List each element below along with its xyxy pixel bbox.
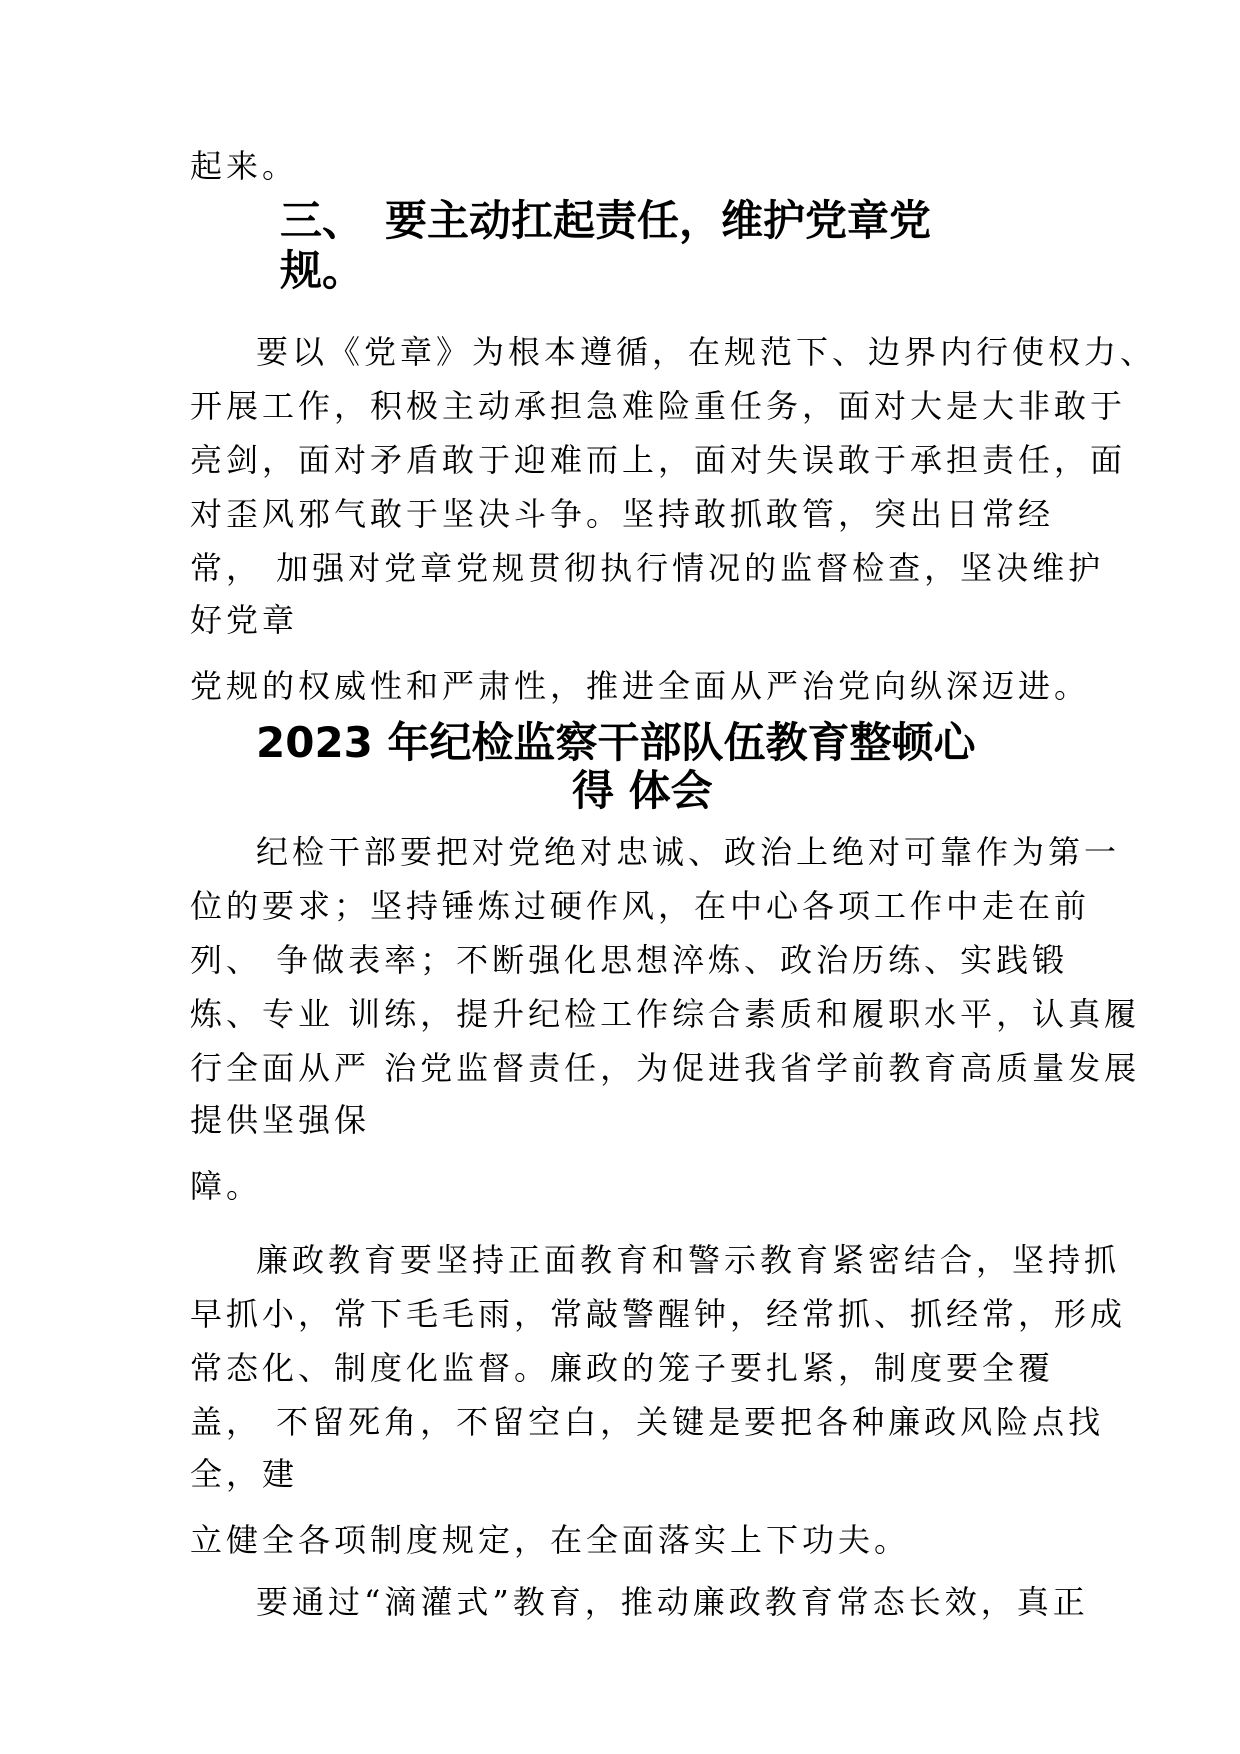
paragraph-line: 开展工作，积极主动承担急难险重任务，面对大是大非敢于 bbox=[190, 387, 1127, 425]
paragraph-line: 对歪风邪气敢于坚决斗争。坚持敢抓敢管，突出日常经 bbox=[190, 495, 1055, 533]
paragraph-line: 炼、专业 训练，提升纪检工作综合素质和履职水平，认真履 bbox=[190, 995, 1141, 1033]
section-heading-line-1: 三、 要主动扛起责任，维护党章党 bbox=[280, 196, 932, 245]
paragraph-line: 好党章 bbox=[190, 601, 299, 639]
paragraph-line: 常态化、制度化监督。廉政的笼子要扎紧，制度要全覆 bbox=[190, 1349, 1055, 1387]
paragraph-line: 全，建 bbox=[190, 1455, 299, 1493]
paragraph-line: 立健全各项制度规定，在全面落实上下功夫。 bbox=[190, 1521, 911, 1559]
paragraph-line: 行全面从严 治党监督责任，为促进我省学前教育高质量发展 bbox=[190, 1049, 1141, 1087]
paragraph-line: 列、 争做表率；不断强化思想淬炼、政治历练、实践锻 bbox=[190, 941, 1069, 979]
paragraph-line: 亮剑，面对矛盾敢于迎难而上，面对失误敢于承担责任，面 bbox=[190, 441, 1127, 479]
continuation-text: 起来。 bbox=[190, 147, 299, 185]
section-heading-line-2: 规。 bbox=[280, 246, 365, 295]
paragraph-line: 障。 bbox=[190, 1167, 263, 1205]
paragraph-line: 党规的权威性和严肃性，推进全面从严治党向纵深迈进。 bbox=[190, 667, 1091, 705]
paragraph-line: 早抓小，常下毛毛雨，常敲警醒钟，经常抓、抓经常，形成 bbox=[190, 1295, 1127, 1333]
paragraph-line: 位的要求；坚持锤炼过硬作风，在中心各项工作中走在前 bbox=[190, 887, 1091, 925]
article-title-line-1: 2023 年纪检监察干部队伍教育整顿心 bbox=[256, 718, 976, 767]
paragraph-line: 盖， 不留死角，不留空白，关键是要把各种廉政风险点找 bbox=[190, 1403, 1105, 1441]
paragraph-line: 纪检干部要把对党绝对忠诚、政治上绝对可靠作为第一 bbox=[256, 833, 1121, 871]
paragraph-line: 常， 加强对党章党规贯彻执行情况的监督检查，坚决维护 bbox=[190, 549, 1105, 587]
paragraph-line: 提供坚强保 bbox=[190, 1101, 371, 1139]
paragraph-line: 要以《党章》为根本遵循，在规范下、边界内行使权力、 bbox=[256, 333, 1157, 371]
article-title-line-2: 得 体会 bbox=[572, 766, 713, 815]
paragraph-line: 廉政教育要坚持正面教育和警示教育紧密结合，坚持抓 bbox=[256, 1241, 1121, 1279]
paragraph-line: 要通过“滴灌式”教育，推动廉政教育常态长效，真正 bbox=[256, 1583, 1089, 1621]
